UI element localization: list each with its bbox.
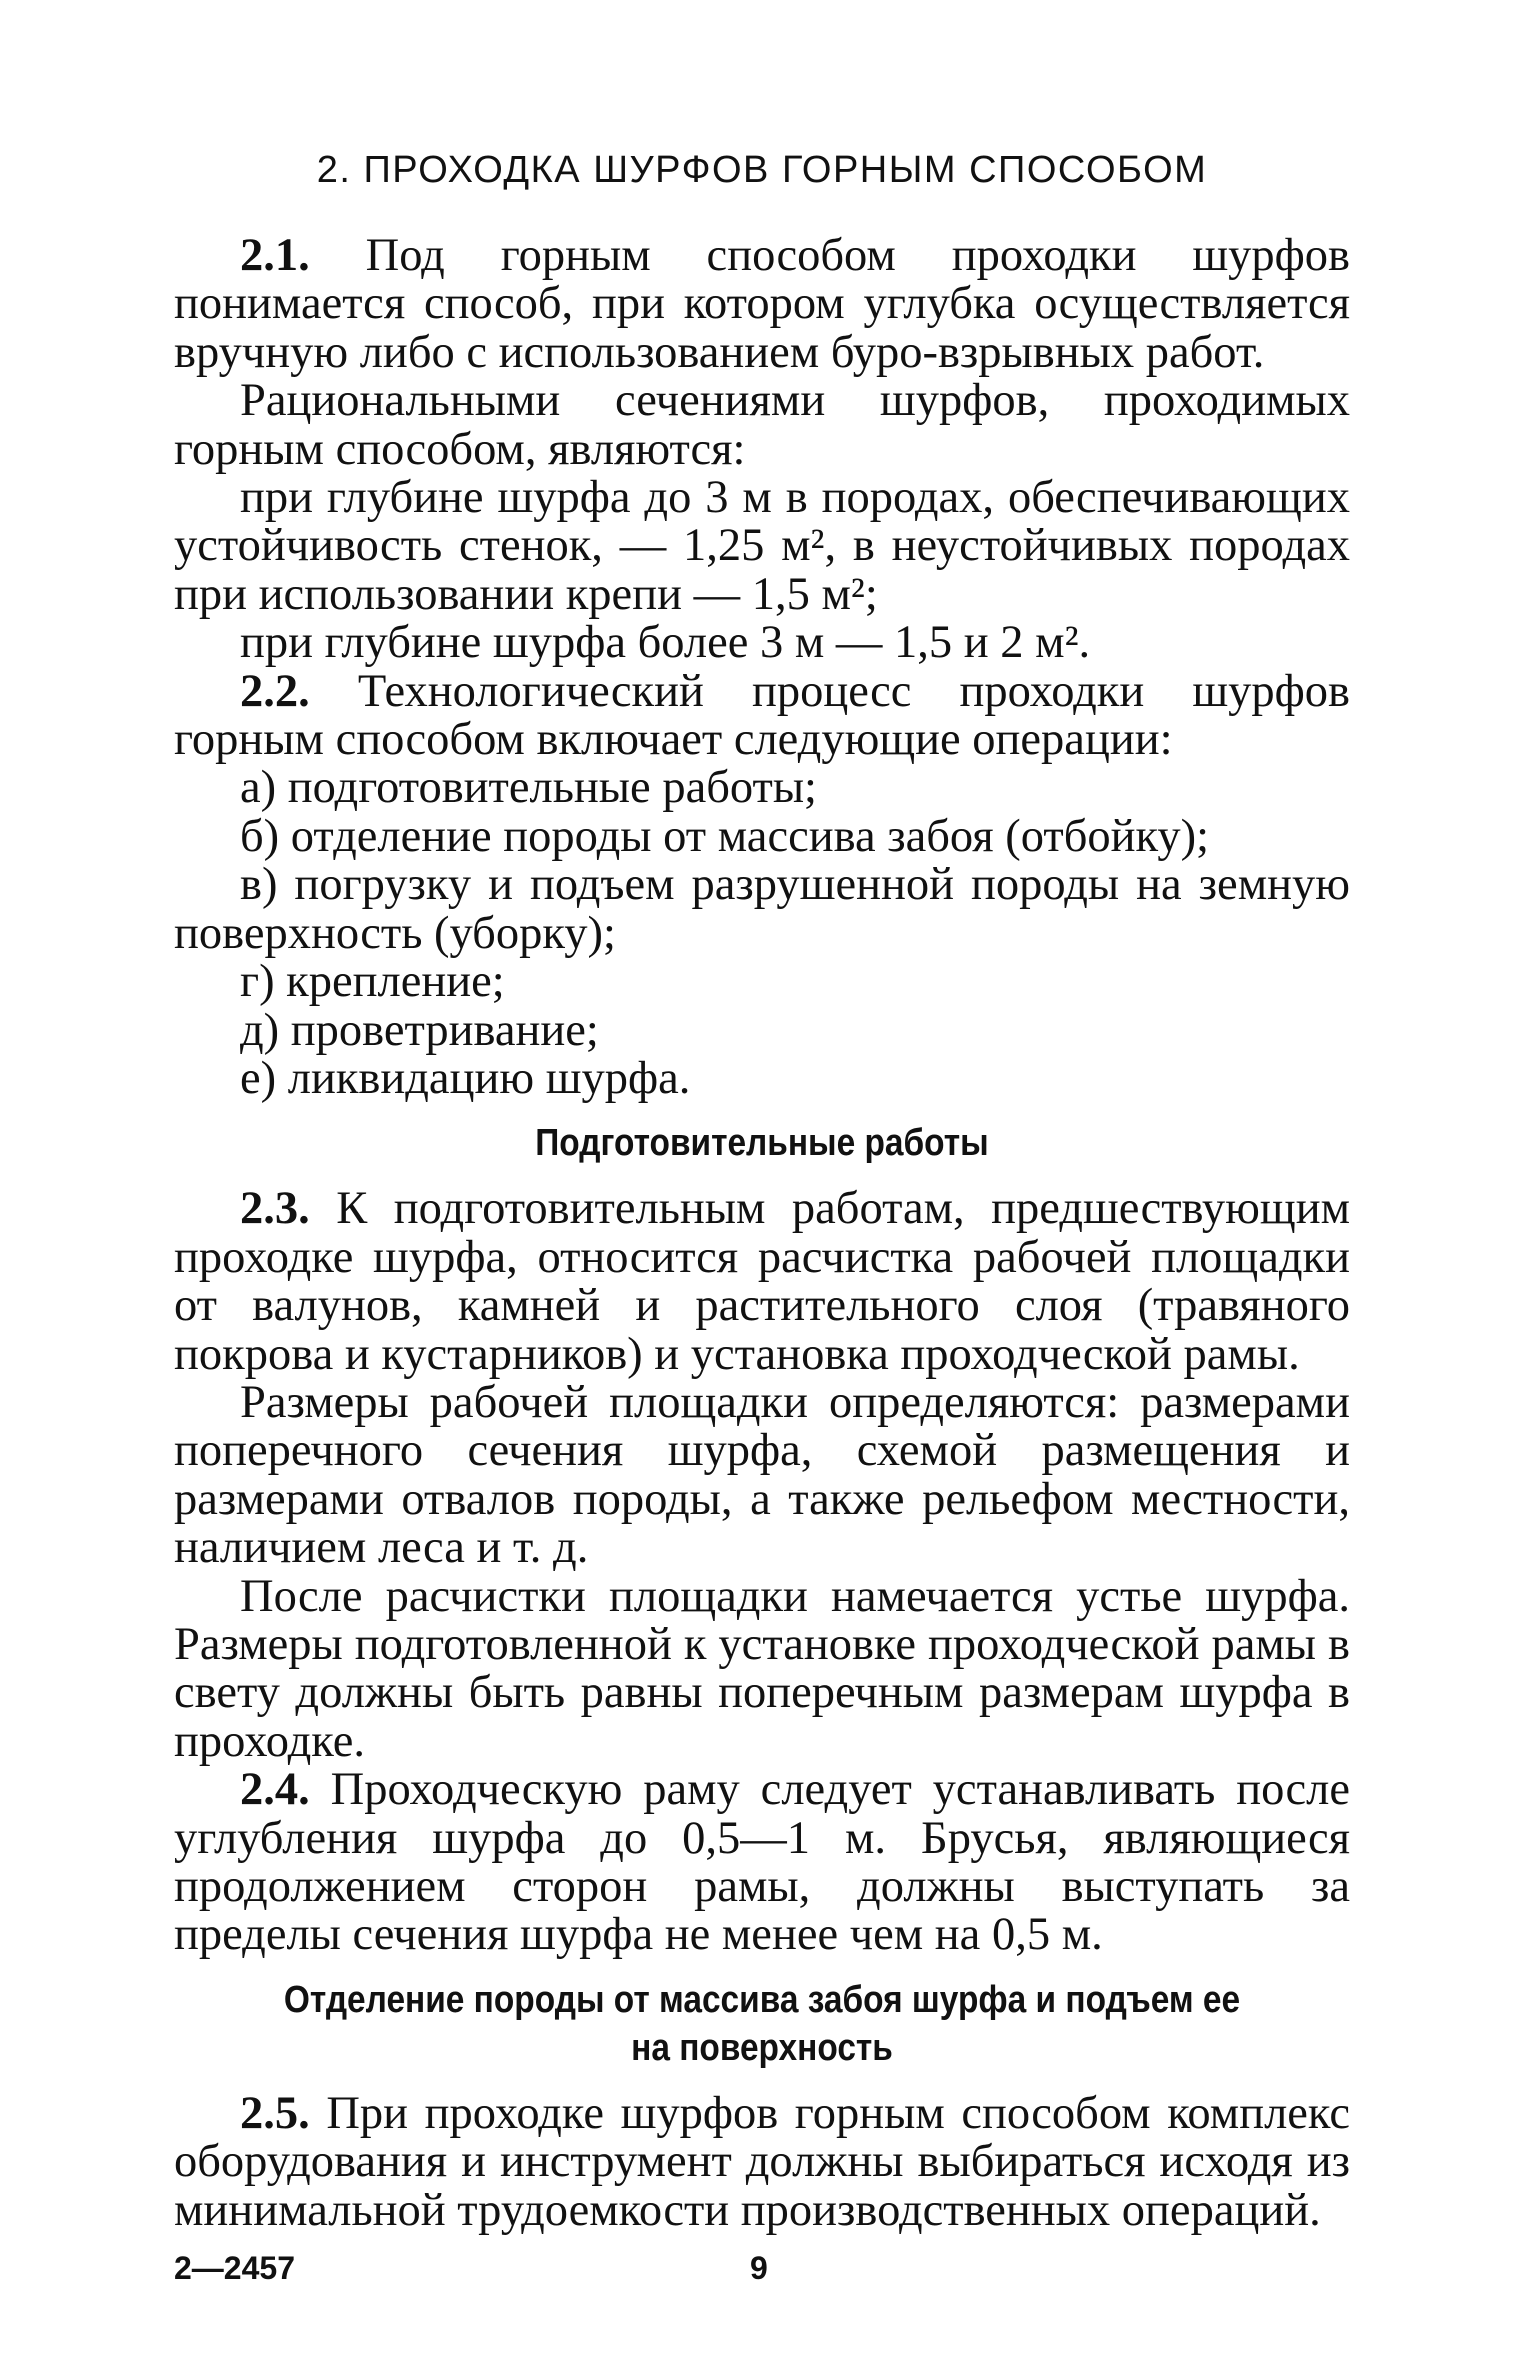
paragraph-text: при глубине шурфа более 3 м — 1,5 и 2 м².	[240, 617, 1091, 669]
list-item: е) ликвидацию шурфа.	[240, 1052, 691, 1104]
section-heading-preparatory: Подготовительные работы	[535, 1122, 989, 1165]
paragraph-2-3	[174, 1185, 1350, 1379]
paragraph-text: Технологический процесс проходки шурфов горным способом включает следующие операции:	[174, 665, 1351, 766]
list-item: г) крепление;	[240, 956, 505, 1008]
paragraph-text: при глубине шурфа до 3 м в породах, обеспечивающих устойчивость стенок, — 1,25 м², в неустойчивых породах при использовании крепи — 1,5 м²;	[174, 472, 1350, 620]
clause-number: 2.2.	[240, 665, 310, 717]
paragraph-2-4	[174, 1766, 1350, 1960]
page-number: 9	[750, 2250, 768, 2286]
paragraph-text: К подготовительным работам, предшествующим проходке шурфа, относится расчистка рабочей площадки от валунов, камней и растительного слоя (травяного покрова и кустарников) и установка проходческой рамы.	[174, 1183, 1351, 1380]
paragraph-text: Под горным способом проходки шурфов понимается способ, при котором углубка осуществляется вручную либо с использованием буро-взрывных работ.	[174, 230, 1351, 378]
paragraph-text: Рациональными сечениями шурфов, проходимых горным способом, являются:	[174, 375, 1350, 475]
list-item: б) отделение породы от массива забоя (отбойку);	[240, 810, 1210, 862]
paragraph-text: После расчистки площадки намечается устье шурфа. Размеры подготовленной к установке проходческой рамы в свету должны быть равны поперечным размерам шурфа в проходке.	[174, 1570, 1350, 1767]
paragraph-2-5	[174, 2087, 1351, 2236]
operations-list	[174, 764, 1350, 1103]
printer-signature: 2—2457	[174, 2250, 295, 2286]
chapter-title: 2. ПРОХОДКА ШУРФОВ ГОРНЫМ СПОСОБОМ	[316, 149, 1208, 191]
paragraph	[174, 474, 1350, 619]
paragraph	[174, 619, 1350, 667]
paragraph-2-1	[174, 232, 1350, 377]
clause-number: 2.5.	[240, 2087, 310, 2139]
paragraph-text: Размеры рабочей площадки определяются: размерами поперечного сечения шурфа, схемой размещения и размерами отвалов породы, а также рельефом местности, наличием леса и т. д.	[174, 1376, 1350, 1574]
paragraph	[174, 1570, 1350, 1767]
list-item: а) подготовительные работы;	[240, 762, 817, 814]
clause-number: 2.1.	[240, 230, 310, 281]
paragraph	[174, 1376, 1350, 1574]
paragraph-text: Проходческую раму следует устанавливать после углубления шурфа до 0,5—1 м. Брусья, являющиеся продолжением сторон рамы, должны выступать за пределы сечения шурфа не менее чем на 0,5 м.	[174, 1764, 1351, 1961]
clause-number: 2.3.	[240, 1183, 310, 1235]
clause-number: 2.4.	[240, 1764, 310, 1816]
page-content	[174, 146, 1350, 2235]
page-footer	[174, 2250, 1350, 2300]
paragraph-2-2	[174, 665, 1351, 766]
paragraph	[174, 377, 1350, 474]
list-item: в) погрузку и подъем разрушенной породы на земную поверхность (уборку);	[174, 859, 1350, 959]
list-item: д) проветривание;	[240, 1004, 599, 1056]
paragraph-text: При проходке шурфов горным способом комплекс оборудования и инструмент должны выбираться исходя из минимальной трудоемкости производственных операций.	[174, 2087, 1351, 2236]
section-heading-rock-separation: Отделение породы от массива забоя шурфа и подъем ее на поверхность	[283, 1978, 1241, 2069]
